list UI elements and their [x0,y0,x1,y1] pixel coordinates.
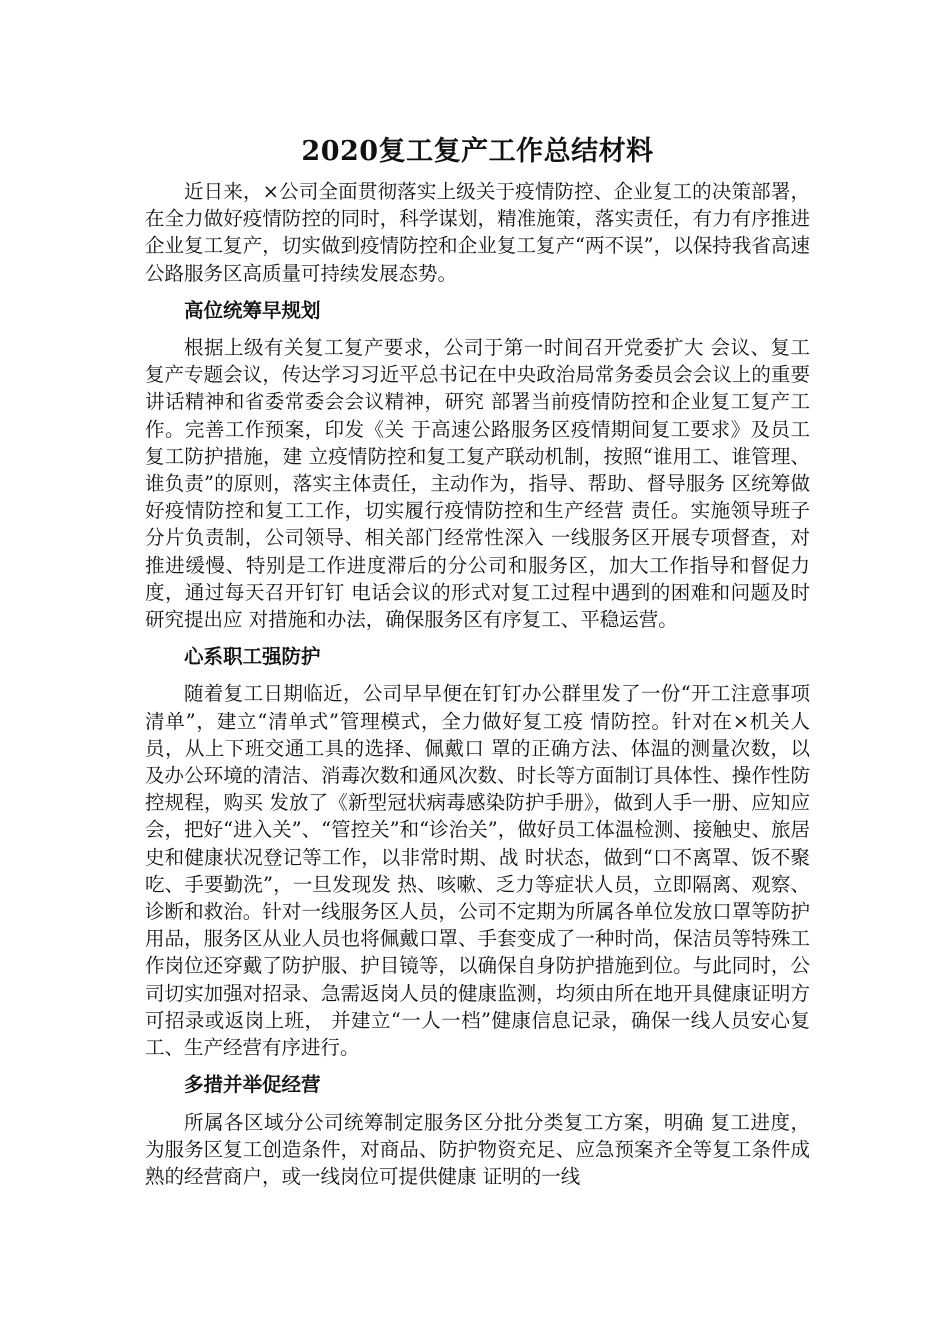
section-heading-planning: 高位统筹早规划 [184,298,321,322]
section-heading-protection: 心系职工强防护 [184,645,321,669]
section-body-operations: 所属各区域分公司统筹制定服务区分批分类复工方案，明确 复工进度，为服务区复工创造条件，对商品、防护物资充足、应急预案齐全等复工条件成熟的经营商户，或一线岗位可提供健康 证明的一线 [145,1110,810,1188]
document-title: 2020复工复产工作总结材料 [301,136,654,167]
intro-paragraph: 近日来，×公司全面贯彻落实上级关于疫情防控、企业复工的决策部署，在全力做好疫情防控的同时，科学谋划，精准施策，落实责任，有力有序推进企业复工复产，切实做到疫情防控和企业复工复产“两不误”，以保持我省高速公路服务区高质量可持续发展态势。 [145,180,810,285]
section-body-planning: 根据上级有关复工复产要求，公司于第一时间召开党委扩大 会议、复工复产专题会议，传达学习习近平总书记在中央政治局常务委员会会议上的重要讲话精神和省委常委会会议精神，研究 部署当前疫情防控和企业复工复产工作。完善工作预案，印发《关 于高速公路服务区疫情期间复工要求》及员工复工防护措施，建 立疫情防控和复工复产联动机制，按照“谁用工、谁管理、谁负责”的原则，落实主体责任，主动作为，指导、帮助、督导服务 区统筹做好疫情防控和复工工作，切实履行疫情防控和生产经营 责任。实施领导班子分片负责制，公司领导、相关部门经常性深入 一线服务区开展专项督查，对推进缓慢、特别是工作进度滞后的分公司和服务区，加大工作指导和督促力度，通过每天召开钉钉 电话会议的形式对复工过程中遇到的困难和问题及时研究提出应 对措施和办法，确保服务区有序复工、平稳运营。 [145,336,810,632]
section-heading-operations: 多措并举促经营 [184,1073,321,1097]
section-body-protection: 随着复工日期临近，公司早早便在钉钉办公群里发了一份“开工注意事项清单”，建立“清单式”管理模式，全力做好复工疫 情防控。针对在×机关人员，从上下班交通工具的选择、佩戴口 罩的正确方法、体温的测量次数，以及办公环境的清洁、消毒次数和通风次数、时长等方面制订具体性、操作性防控规程，购买 发放了《新型冠状病毒感染防护手册》，做到人手一册、应知应 会，把好“进入关”、“管控关”和“诊治关”，做好员工体温检测、接触史、旅居史和健康状况登记等工作，以非常时期、战 时状态，做到“口不离罩、饭不聚吃、手要勤洗”，一旦发现发 热、咳嗽、乏力等症状人员，立即隔离、观察、诊断和救治。针对一线服务区人员，公司不定期为所属各单位发放口罩等防护用品，服务区从业人员也将佩戴口罩、手套变成了一种时尚，保洁员等特殊工作岗位还穿戴了防护服、护目镜等，以确保自身防护措施到位。与此同时，公司切实加强对招录、急需返岗人员的健康监测，均须由所在地开具健康证明方可招录或返岗上班， 并建立“一人一档”健康信息记录，确保一线人员安心复工、生产经营有序进行。 [145,682,810,1060]
